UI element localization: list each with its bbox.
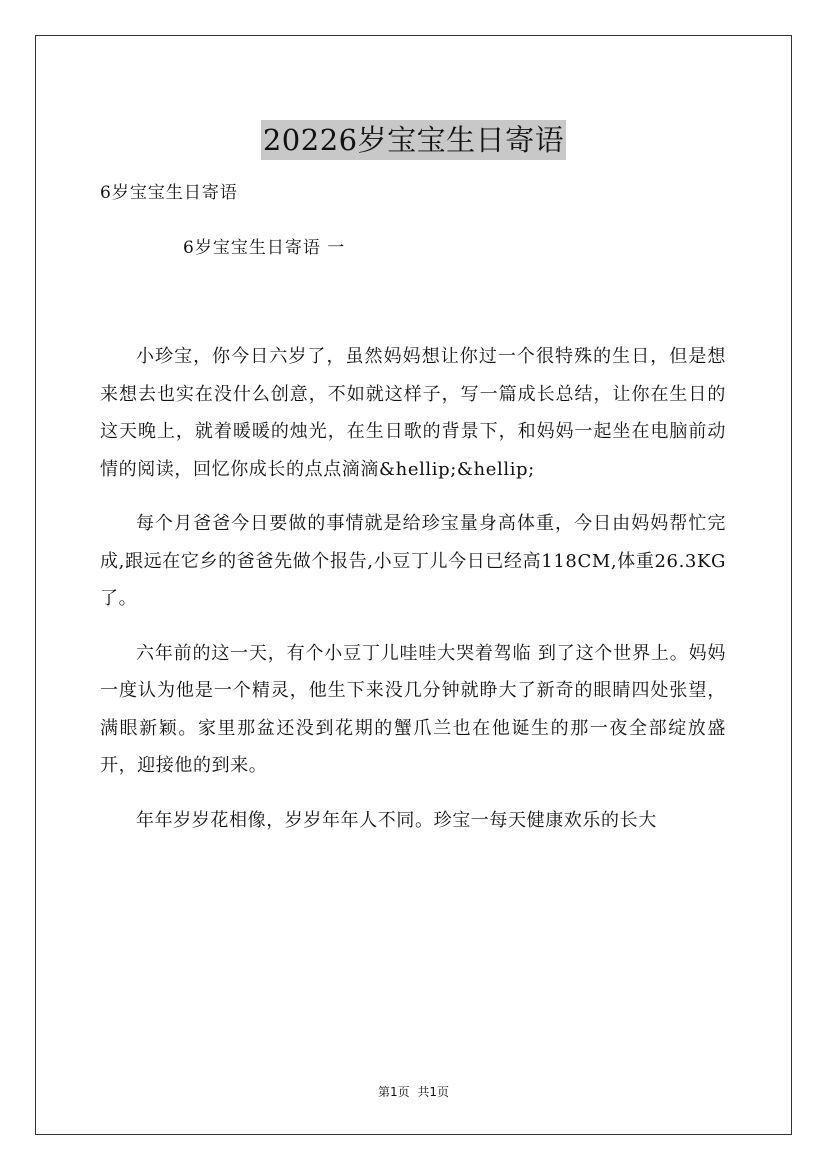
title-container	[0, 101, 827, 180]
document-body	[100, 338, 726, 856]
page-footer	[0, 1083, 827, 1101]
paragraph: 小珍宝，你今日六岁了，虽然妈妈想让你过一个很特殊的生日，但是想来想去也实在没什么创意，不如就这样子，写一篇成长总结，让你在生日的这天晚上，就着暖暖的烛光，在生日歌的背景下，和妈妈一起坐在电脑前动情的阅读，回忆你成长的点点滴滴&hellip;&hellip;	[100, 346, 726, 480]
section-heading: 6岁宝宝生日寄语 一	[183, 238, 346, 258]
page-total: 共1页	[417, 1085, 450, 1099]
paragraph: 每个月爸爸今日要做的事情就是给珍宝量身高体重，今日由妈妈帮忙完成,跟远在它乡的爸爸先做个报告,小豆丁儿今日已经高118CM,体重26.3KG了。	[100, 513, 726, 609]
document-title: 20226岁宝宝生日寄语	[261, 120, 566, 160]
paragraph: 六年前的这一天，有个小豆丁儿哇哇大哭着驾临 到了这个世界上。妈妈一度认为他是一个精灵，他生下来没几分钟就睁大了新奇的眼睛四处张望，满眼新颖。家里那盆还没到花期的蟹爪兰也在他诞生的那一夜全部绽放盛开，迎接他的到来。	[100, 642, 726, 776]
document-subtitle: 6岁宝宝生日寄语	[100, 183, 238, 203]
page-number: 第1页	[377, 1085, 410, 1099]
paragraph: 年年岁岁花相像，岁岁年年人不同。珍宝一每天健康欢乐的长大	[136, 809, 657, 831]
